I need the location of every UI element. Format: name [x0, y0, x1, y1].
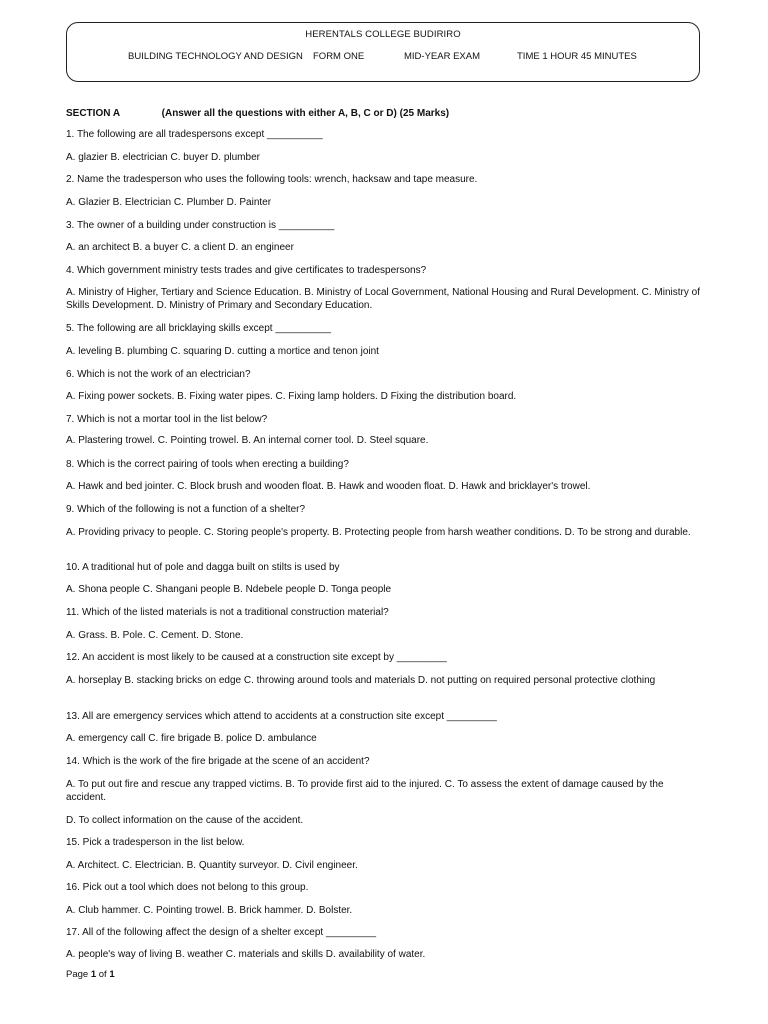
question-5: 5. The following are all bricklaying skills except __________ — [66, 323, 331, 334]
question-2: 2. Name the tradesperson who uses the following tools: wrench, hacksaw and tape measure. — [66, 174, 478, 185]
exam-header-box — [66, 22, 700, 82]
section-label: SECTION A — [66, 108, 121, 119]
options-3: A. an architect B. a buyer C. a client D. an engineer — [66, 242, 294, 253]
question-11: 11. Which of the listed materials is not a traditional construction material? — [66, 607, 389, 618]
options-14-d: D. To collect information on the cause of the accident. — [66, 815, 304, 826]
question-8: 8. Which is the correct pairing of tools when erecting a building? — [66, 459, 349, 470]
form-level: FORM ONE — [313, 51, 365, 62]
subject-name: BUILDING TECHNOLOGY AND DESIGN — [128, 51, 303, 62]
question-3: 3. The owner of a building under construction is __________ — [66, 220, 335, 231]
options-16: A. Club hammer. C. Pointing trowel. B. Brick hammer. D. Bolster. — [66, 905, 353, 916]
question-1: 1. The following are all tradespersons except __________ — [66, 129, 323, 140]
page-of: of — [96, 969, 110, 980]
section-heading — [66, 107, 449, 120]
options-17: A. people's way of living B. weather C. materials and skills D. availability of water. — [66, 949, 426, 960]
options-10: A. Shona people C. Shangani people B. Ndebele people D. Tonga people — [66, 584, 392, 595]
options-8: A. Hawk and bed jointer. C. Block brush and wooden float. B. Hawk and wooden float. D. Hawk and bricklayer's trowel. — [66, 481, 591, 492]
question-17: 17. All of the following affect the design of a shelter except _________ — [66, 927, 377, 938]
question-14: 14. Which is the work of the fire brigade at the scene of an accident? — [66, 756, 370, 767]
school-name: HERENTALS COLLEGE BUDIRIRO — [305, 29, 461, 40]
page-current: 1 — [90, 969, 97, 980]
exam-type: MID-YEAR EXAM — [404, 51, 481, 62]
page-total: 1 — [109, 969, 115, 980]
question-7: 7. Which is not a mortar tool in the list below? — [66, 414, 268, 425]
question-9: 9. Which of the following is not a function of a shelter? — [66, 504, 306, 515]
options-14: A. To put out fire and rescue any trapped victims. B. To provide first aid to the injured. C. To assess the extent of damage caused by the accident. — [66, 779, 664, 803]
question-4: 4. Which government ministry tests trades and give certificates to tradespersons? — [66, 265, 427, 276]
options-6: A. Fixing power sockets. B. Fixing water pipes. C. Fixing lamp holders. D Fixing the distribution board. — [66, 391, 517, 402]
question-6: 6. Which is not the work of an electrician? — [66, 369, 251, 380]
section-instruction: (Answer all the questions with either A, B, C or D) (25 Marks) — [161, 108, 450, 119]
options-7: A. Plastering trowel. C. Pointing trowel. B. An internal corner tool. D. Steel square. — [66, 435, 429, 446]
options-4: A. Ministry of Higher, Tertiary and Science Education. B. Ministry of Local Government, National Housing and Rural Development. C. Ministry of Skills Development. D. Ministry of Primary and Secondary Education. — [66, 287, 700, 311]
options-11: A. Grass. B. Pole. C. Cement. D. Stone. — [66, 630, 244, 641]
options-5: A. leveling B. plumbing C. squaring D. cutting a mortice and tenon joint — [66, 346, 379, 357]
options-12: A. horseplay B. stacking bricks on edge C. throwing around tools and materials D. not putting on required personal protective clothing — [66, 675, 656, 686]
question-15: 15. Pick a tradesperson in the list below. — [66, 837, 245, 848]
exam-duration: TIME 1 HOUR 45 MINUTES — [517, 51, 637, 62]
options-9: A. Providing privacy to people. C. Storing people's property. B. Protecting people from harsh weather conditions. D. To be strong and durable. — [66, 527, 691, 538]
page-prefix: Page — [66, 969, 91, 980]
options-15: A. Architect. C. Electrician. B. Quantity surveyor. D. Civil engineer. — [66, 860, 358, 871]
options-2: A. Glazier B. Electrician C. Plumber D. Painter — [66, 197, 272, 208]
question-16: 16. Pick out a tool which does not belong to this group. — [66, 882, 309, 893]
page-number — [66, 969, 115, 980]
question-12: 12. An accident is most likely to be caused at a construction site except by _________ — [66, 652, 447, 663]
options-13: A. emergency call C. fire brigade B. police D. ambulance — [66, 733, 317, 744]
question-13: 13. All are emergency services which attend to accidents at a construction site except _________ — [66, 711, 497, 722]
options-1: A. glazier B. electrician C. buyer D. plumber — [66, 152, 260, 163]
question-10: 10. A traditional hut of pole and dagga built on stilts is used by — [66, 562, 340, 573]
